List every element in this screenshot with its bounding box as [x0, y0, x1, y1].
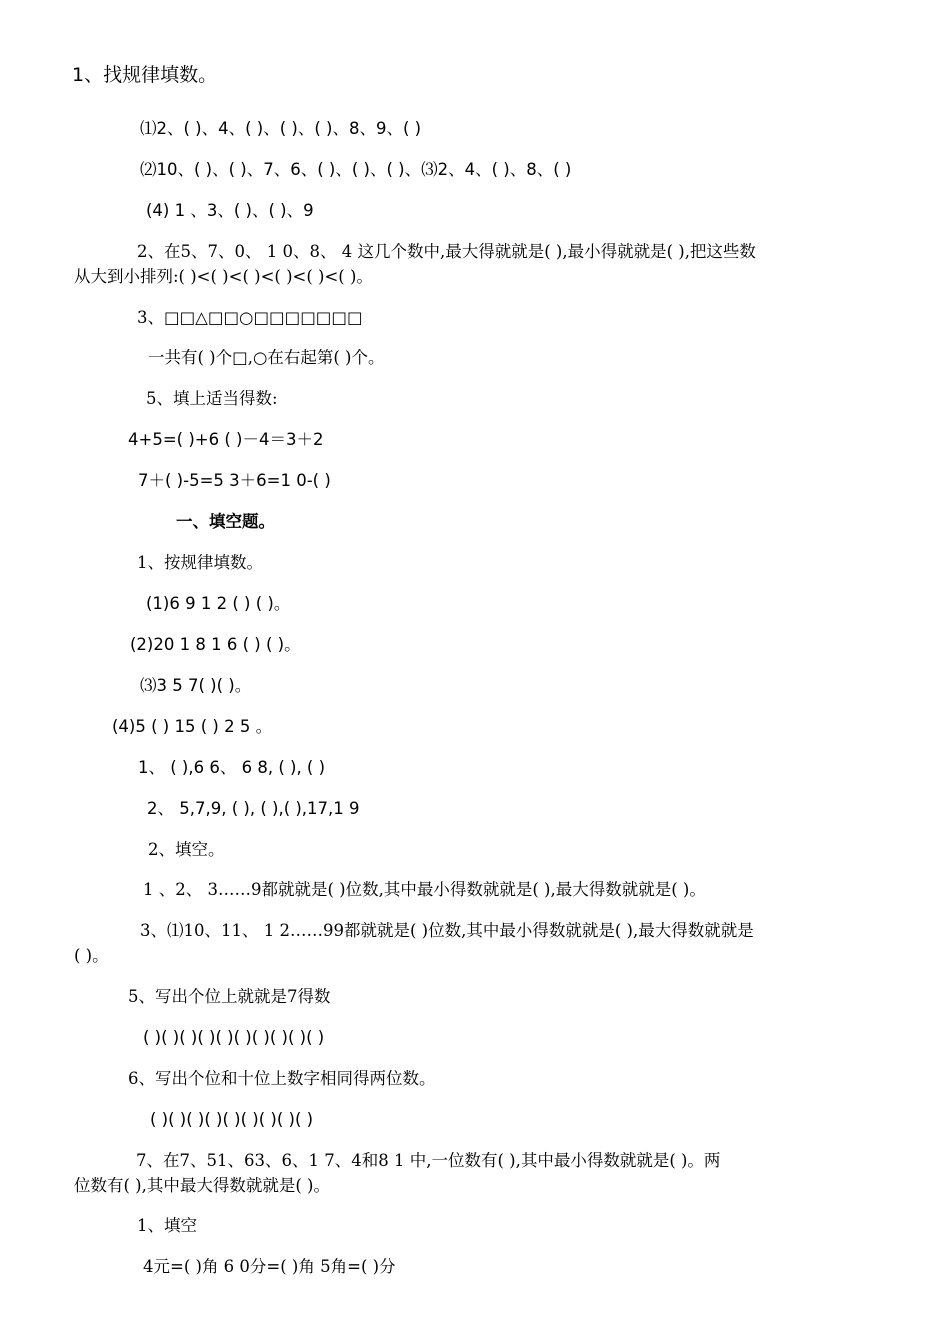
digits-question-3-line-1: 3、⑴10、11、 1 2……99都就就是( )位数,其中最小得数就就是( ),最大得数就就是	[140, 921, 754, 940]
same-digits-blanks: ( )( )( )( )( )( )( )( )( )	[150, 1110, 314, 1129]
section-heading-find-pattern: 1、找规律填数。	[72, 64, 218, 86]
same-digits-heading: 6、写出个位和十位上数字相同得两位数。	[128, 1069, 436, 1088]
question-5-heading: 5、填上适当得数:	[146, 389, 278, 408]
equation-line-2: 7＋( )-5=5 3＋6=1 0-( )	[138, 471, 331, 490]
question-2-line-1: 2、在5、7、0、 1 0、8、 4 这几个数中,最大得就就是( ),最小得就就是( ),把这些数	[137, 242, 756, 261]
pattern-question-4: (4) 1 、3、( )、( )、9	[146, 201, 314, 220]
question-3-prompt: 一共有( )个□,○在右起第( )个。	[148, 348, 385, 367]
question-3-shapes: 3、□□△□□○□□□□□□□	[137, 308, 363, 327]
pattern-fill-heading: 1、按规律填数。	[137, 553, 263, 572]
money-conversion-line: 4元=( )角 6 0分=( )角 5角=( )分	[143, 1257, 396, 1276]
pattern-question-1: ⑴2、( )、4、( )、( )、( )、8、9、( )	[140, 119, 422, 138]
sequence-question-1: 1、 ( ),6 6、 6 8, ( ), ( )	[138, 758, 326, 777]
pattern-fill-1: (1)6 9 1 2 ( ) ( )。	[146, 594, 291, 613]
digits-question-1: 1 、2、 3……9都就就是( )位数,其中最小得数就就是( ),最大得数就就是( )。	[143, 880, 706, 899]
sequence-question-2: 2、 5,7,9, ( ), ( ),( ),17,1 9	[147, 799, 360, 818]
equation-line-1: 4+5=( )+6 ( )－4＝3＋2	[128, 430, 324, 449]
question-2-line-2: 从大到小排列:( )<( )<( )<( )<( )<( )。	[74, 267, 373, 286]
money-fill-heading: 1、填空	[137, 1216, 197, 1235]
digits-question-3-line-2: ( )。	[74, 946, 109, 965]
pattern-fill-2: (2)20 1 8 1 6 ( ) ( )。	[130, 635, 301, 654]
pattern-fill-4: (4)5 ( ) 15 ( ) 2 5 。	[112, 717, 273, 736]
ones-seven-heading: 5、写出个位上就就是7得数	[128, 987, 331, 1006]
question-7-line-1: 7、在7、51、63、6、1 7、4和8 1 中,一位数有( ),其中最小得数就就是( )。两	[136, 1151, 721, 1170]
pattern-fill-3: ⑶3 5 7( )( )。	[140, 676, 252, 695]
question-7-line-2: 位数有( ),其中最大得数就就是( )。	[74, 1176, 330, 1195]
section-heading-fill-blanks: 一、填空题。	[176, 512, 275, 531]
ones-seven-blanks: ( )( )( )( )( )( )( )( )( )( )	[143, 1028, 325, 1047]
pattern-question-2-3: ⑵10、( )、( )、7、6、( )、( )、( )、⑶2、4、( )、8、( )	[140, 160, 572, 179]
fill-blank-heading: 2、填空。	[148, 840, 225, 859]
